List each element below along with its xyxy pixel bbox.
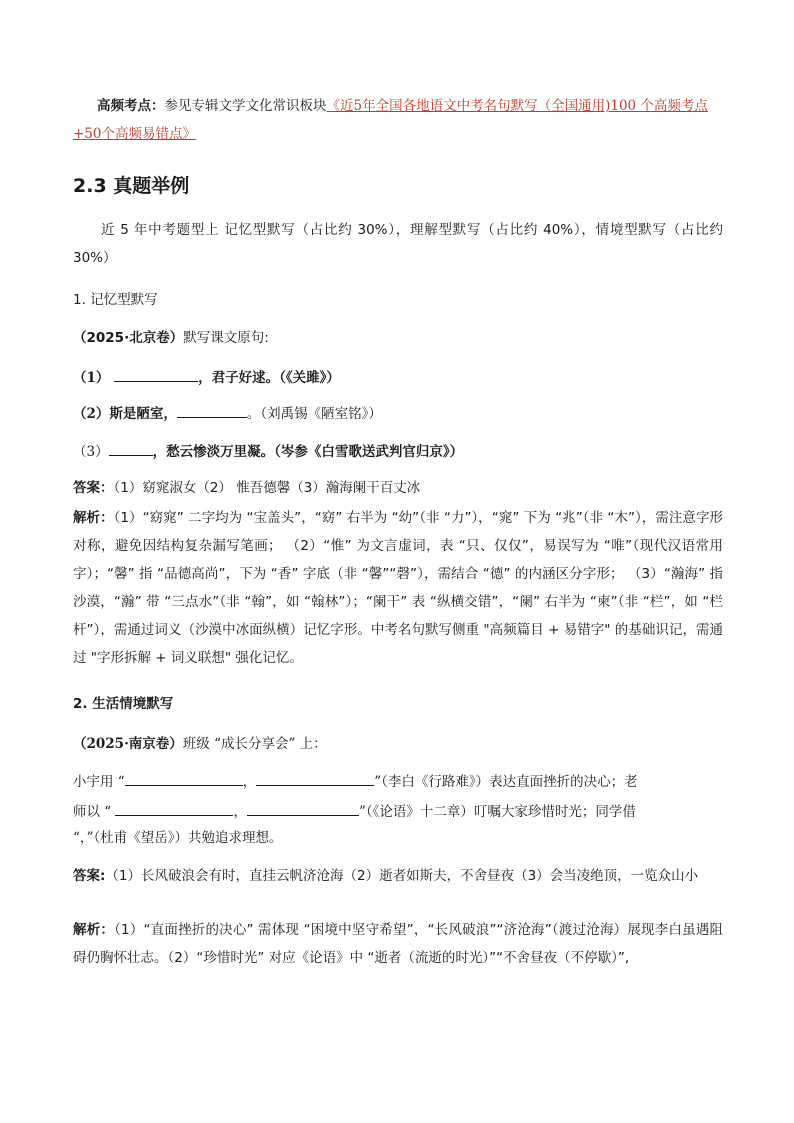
s1-analysis-text: （1）“窈窕” 二字均为 “宝盖头”，“窈” 右半为 “幼”（非 “力”），“窕” 下为 “兆”（非 “木”），需注意字形对称，避免因结构复杂漏写笔画； （2）“惟” 为文言虚词，表 “只、仅仅”，易误写为 “唯”（现代汉语常用字）；“馨” 指 “品德高尚”，下为 “香” 字底（非 “馨”“磬”），需结合 “德” 的内涵区分字形； （3）“瀚海” 指沙漠，“瀚” 带 “三点水”（非 “翰”，如 “翰林”）；“阑干” 表 “纵横交错”，“阑” 右半为 “柬”（非 “栏”，如 “栏杆”），需通过词义（沙漠中冰面纵横）记忆字形。中考名句默写侧重 "高频篇目 + 易错字" 的基础识记，需通过 "字形拆解 + 词义联想" 强化记忆。: [73, 510, 723, 666]
s2-line1-c: ”（李白《行路难》）表达直面挫折的决心；老: [374, 774, 638, 790]
s2-line1-blank-2[interactable]: [256, 771, 374, 786]
s1-answer-label: 答案：: [73, 480, 114, 496]
s2-answer-label: 答案:: [73, 868, 106, 884]
s2-title: 2. 生活情境默写: [73, 696, 174, 712]
s2-line1-b: ，: [242, 774, 257, 790]
s1-q1: [73, 364, 723, 392]
s1-q1-blank[interactable]: [114, 367, 198, 382]
s1-q3: [73, 438, 723, 466]
s1-source: （2025·北京卷）: [73, 330, 184, 346]
s1-q2-rest: 。（刘禹锡《陋室铭》）: [246, 406, 382, 422]
s1-answer-text: （1）窈窕淑女（2） 惟吾德馨（3）瀚海阑干百丈冰: [113, 480, 421, 496]
hf-label: 高频考点：: [97, 98, 165, 114]
s2-line2-b: ，: [233, 804, 247, 820]
hf-text: 参见专辑文学文化常识板块: [164, 98, 327, 114]
s1-prompt: [73, 324, 723, 352]
s2-line1: [73, 768, 723, 796]
s2-line2-c: ”（《论语》十二章）叮嘱大家珍惜时光；同学借: [358, 804, 636, 820]
s1-instruction: 默写课文原句:: [183, 330, 269, 346]
s2-line1-a: 小宇用 “: [73, 774, 125, 790]
s2-line1-blank-1[interactable]: [125, 771, 243, 786]
s2-line2: [73, 798, 723, 826]
hf-paragraph: [73, 92, 723, 148]
s1-analysis-label: 解析：: [73, 510, 114, 526]
s1-q3-rest: ，愁云惨淡万里凝。（岑参《白雪歌送武判官归京》）: [152, 444, 464, 460]
s2-analysis: [73, 916, 723, 972]
s2-line2-blank-2[interactable]: [247, 801, 359, 816]
s2-line2-a: 师以 “: [73, 804, 116, 820]
s2-context: 班级 “成长分享会” 上：: [182, 736, 327, 752]
section-heading: 2.3 真题举例: [73, 175, 190, 197]
s2-answer: [73, 862, 723, 890]
s1-q3-blank[interactable]: [109, 441, 153, 456]
s1-q2-blank[interactable]: [177, 403, 247, 418]
s2-analysis-label: 解析：: [73, 922, 115, 938]
s1-q2-num: （2）斯是陋室，: [73, 406, 177, 422]
intro-paragraph: 近 5 年中考题型上 记忆型默写（占比约 30%），理解型默写（占比约 40%），情境型默写（占比约 30%）: [73, 222, 723, 266]
s1-analysis: [73, 504, 723, 672]
s1-q1-rest: ，君子好逑。（《关雎》）: [198, 370, 340, 386]
s2-line3: “，”（杜甫《望岳》）共勉追求理想。: [73, 830, 283, 846]
s1-q2: [73, 400, 723, 428]
s1-q1-num: （1）: [73, 370, 110, 386]
s2-line2-blank-1[interactable]: [115, 801, 233, 816]
s1-q3-num: （3）: [73, 444, 109, 460]
s1-answer: [73, 474, 723, 502]
hf-link[interactable]: 《近5年全国各地语文中考名句默写（全国通用)100 个高频考点+50个高频易错点》: [73, 98, 708, 142]
s2-source: （2025·南京卷）: [73, 736, 183, 752]
s1-title: 1. 记忆型默写: [73, 292, 158, 308]
s2-analysis-text: （1）“直面挫折的决心” 需体现 “困境中坚守希望”，“长风破浪”“济沧海”（渡过沧海）展现李白虽遇阻碍仍胸怀壮志。（2）“珍惜时光” 对应《论语》中 “逝者（流逝的时光）”“不舍昼夜（不停歇）”,: [73, 922, 724, 966]
s2-answer-text: （1）长风破浪会有时，直挂云帆济沧海（2）逝者如斯夫，不舍昼夜（3）会当凌绝顶，一览众山小: [105, 868, 699, 884]
s2-prompt: [73, 730, 723, 758]
